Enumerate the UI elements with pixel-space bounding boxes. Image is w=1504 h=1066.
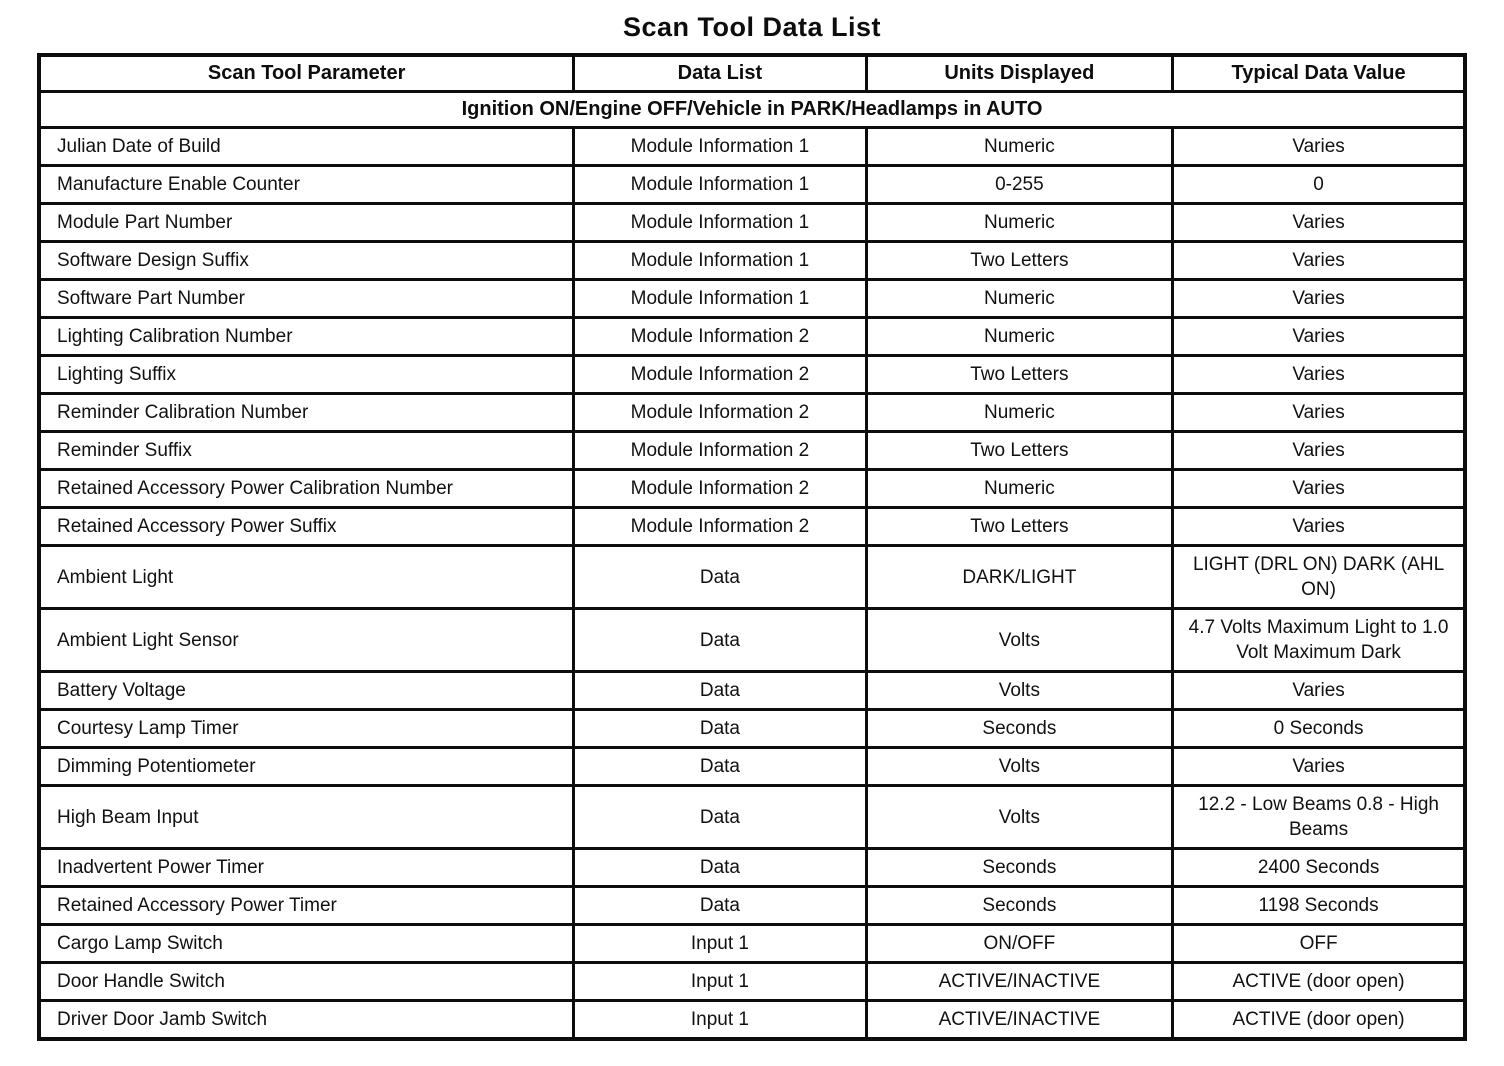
cell-data-list: Data bbox=[574, 672, 866, 710]
cell-parameter: Retained Accessory Power Calibration Number bbox=[39, 470, 574, 508]
cell-parameter: Dimming Potentiometer bbox=[39, 748, 574, 786]
cell-typical-data-value: 4.7 Volts Maximum Light to 1.0 Volt Maximum Dark bbox=[1173, 609, 1465, 672]
cell-data-list: Module Information 1 bbox=[574, 280, 866, 318]
cell-parameter: Ambient Light bbox=[39, 546, 574, 609]
cell-data-list: Module Information 1 bbox=[574, 242, 866, 280]
cell-units-displayed: Volts bbox=[866, 786, 1173, 849]
cell-parameter: Reminder Suffix bbox=[39, 432, 574, 470]
cell-units-displayed: Volts bbox=[866, 609, 1173, 672]
cell-data-list: Data bbox=[574, 748, 866, 786]
cell-data-list: Module Information 1 bbox=[574, 204, 866, 242]
cell-data-list: Module Information 2 bbox=[574, 432, 866, 470]
cell-units-displayed: Seconds bbox=[866, 849, 1173, 887]
cell-data-list: Module Information 1 bbox=[574, 128, 866, 166]
table-row bbox=[39, 786, 1465, 849]
cell-typical-data-value: 2400 Seconds bbox=[1173, 849, 1465, 887]
cell-parameter: Lighting Suffix bbox=[39, 356, 574, 394]
cell-parameter: Software Design Suffix bbox=[39, 242, 574, 280]
cell-parameter: Software Part Number bbox=[39, 280, 574, 318]
cell-parameter: Module Part Number bbox=[39, 204, 574, 242]
cell-typical-data-value: Varies bbox=[1173, 394, 1465, 432]
page-title: Scan Tool Data List bbox=[622, 12, 882, 42]
table-row bbox=[39, 166, 1465, 204]
cell-typical-data-value: Varies bbox=[1173, 318, 1465, 356]
cell-units-displayed: Two Letters bbox=[866, 242, 1173, 280]
cell-typical-data-value: Varies bbox=[1173, 280, 1465, 318]
table-row bbox=[39, 394, 1465, 432]
cell-parameter: Inadvertent Power Timer bbox=[39, 849, 574, 887]
table-row bbox=[39, 242, 1465, 280]
table-row bbox=[39, 963, 1465, 1001]
cell-units-displayed: ACTIVE/INACTIVE bbox=[866, 1001, 1173, 1040]
cell-typical-data-value: 0 Seconds bbox=[1173, 710, 1465, 748]
cell-units-displayed: Volts bbox=[866, 748, 1173, 786]
cell-units-displayed: Numeric bbox=[866, 470, 1173, 508]
cell-data-list: Module Information 1 bbox=[574, 166, 866, 204]
cell-typical-data-value: Varies bbox=[1173, 432, 1465, 470]
cell-data-list: Input 1 bbox=[574, 1001, 866, 1040]
cell-typical-data-value: Varies bbox=[1173, 470, 1465, 508]
cell-typical-data-value: Varies bbox=[1173, 508, 1465, 546]
table-row bbox=[39, 470, 1465, 508]
cell-data-list: Data bbox=[574, 546, 866, 609]
cell-typical-data-value: LIGHT (DRL ON) DARK (AHL ON) bbox=[1173, 546, 1465, 609]
cell-units-displayed: Numeric bbox=[866, 280, 1173, 318]
cell-parameter: Reminder Calibration Number bbox=[39, 394, 574, 432]
cell-units-displayed: Volts bbox=[866, 672, 1173, 710]
table-row bbox=[39, 280, 1465, 318]
cell-parameter: Manufacture Enable Counter bbox=[39, 166, 574, 204]
cell-parameter: Lighting Calibration Number bbox=[39, 318, 574, 356]
table-row bbox=[39, 849, 1465, 887]
cell-data-list: Module Information 2 bbox=[574, 508, 866, 546]
cell-data-list: Data bbox=[574, 710, 866, 748]
cell-typical-data-value: ACTIVE (door open) bbox=[1173, 1001, 1465, 1040]
table-body bbox=[39, 128, 1465, 1040]
cell-units-displayed: Numeric bbox=[866, 394, 1173, 432]
cell-typical-data-value: Varies bbox=[1173, 204, 1465, 242]
cell-typical-data-value: OFF bbox=[1173, 925, 1465, 963]
cell-parameter: High Beam Input bbox=[39, 786, 574, 849]
table-row bbox=[39, 508, 1465, 546]
cell-units-displayed: Two Letters bbox=[866, 356, 1173, 394]
cell-data-list: Data bbox=[574, 849, 866, 887]
cell-data-list: Data bbox=[574, 887, 866, 925]
cell-parameter: Driver Door Jamb Switch bbox=[39, 1001, 574, 1040]
cell-parameter: Cargo Lamp Switch bbox=[39, 925, 574, 963]
cell-typical-data-value: Varies bbox=[1173, 748, 1465, 786]
column-header-units: Units Displayed bbox=[866, 55, 1173, 92]
cell-typical-data-value: 12.2 - Low Beams 0.8 - High Beams bbox=[1173, 786, 1465, 849]
table-row bbox=[39, 925, 1465, 963]
table-row bbox=[39, 356, 1465, 394]
table-row bbox=[39, 432, 1465, 470]
column-header-data-list: Data List bbox=[574, 55, 866, 92]
cell-data-list: Module Information 2 bbox=[574, 394, 866, 432]
table-row bbox=[39, 128, 1465, 166]
scan-tool-data-table bbox=[37, 53, 1467, 1041]
cell-data-list: Input 1 bbox=[574, 963, 866, 1001]
cell-data-list: Module Information 2 bbox=[574, 318, 866, 356]
column-header-parameter: Scan Tool Parameter bbox=[39, 55, 574, 92]
cell-parameter: Door Handle Switch bbox=[39, 963, 574, 1001]
cell-typical-data-value: 1198 Seconds bbox=[1173, 887, 1465, 925]
cell-parameter: Retained Accessory Power Suffix bbox=[39, 508, 574, 546]
cell-units-displayed: Two Letters bbox=[866, 432, 1173, 470]
cell-units-displayed: ON/OFF bbox=[866, 925, 1173, 963]
cell-parameter: Julian Date of Build bbox=[39, 128, 574, 166]
cell-typical-data-value: Varies bbox=[1173, 672, 1465, 710]
cell-typical-data-value: ACTIVE (door open) bbox=[1173, 963, 1465, 1001]
cell-units-displayed: Numeric bbox=[866, 128, 1173, 166]
table-row bbox=[39, 546, 1465, 609]
cell-units-displayed: Two Letters bbox=[866, 508, 1173, 546]
cell-units-displayed: Numeric bbox=[866, 204, 1173, 242]
cell-parameter: Battery Voltage bbox=[39, 672, 574, 710]
cell-parameter: Courtesy Lamp Timer bbox=[39, 710, 574, 748]
cell-typical-data-value: Varies bbox=[1173, 356, 1465, 394]
cell-parameter: Retained Accessory Power Timer bbox=[39, 887, 574, 925]
table-row bbox=[39, 318, 1465, 356]
cell-typical-data-value: 0 bbox=[1173, 166, 1465, 204]
cell-units-displayed: Numeric bbox=[866, 318, 1173, 356]
cell-units-displayed: ACTIVE/INACTIVE bbox=[866, 963, 1173, 1001]
section-header-label: Ignition ON/Engine OFF/Vehicle in PARK/Headlamps in AUTO bbox=[39, 92, 1465, 128]
cell-data-list: Module Information 2 bbox=[574, 356, 866, 394]
cell-units-displayed: DARK/LIGHT bbox=[866, 546, 1173, 609]
column-header-typical-value: Typical Data Value bbox=[1173, 55, 1465, 92]
cell-units-displayed: Seconds bbox=[866, 887, 1173, 925]
cell-data-list: Data bbox=[574, 609, 866, 672]
cell-data-list: Module Information 2 bbox=[574, 470, 866, 508]
cell-parameter: Ambient Light Sensor bbox=[39, 609, 574, 672]
cell-typical-data-value: Varies bbox=[1173, 242, 1465, 280]
cell-data-list: Data bbox=[574, 786, 866, 849]
table-row bbox=[39, 204, 1465, 242]
table-row bbox=[39, 710, 1465, 748]
table-header-row bbox=[39, 55, 1465, 92]
section-header-row bbox=[39, 92, 1465, 128]
cell-data-list: Input 1 bbox=[574, 925, 866, 963]
table-row bbox=[39, 672, 1465, 710]
cell-typical-data-value: Varies bbox=[1173, 128, 1465, 166]
cell-units-displayed: 0-255 bbox=[866, 166, 1173, 204]
table-row bbox=[39, 887, 1465, 925]
table-row bbox=[39, 1001, 1465, 1040]
table-row bbox=[39, 609, 1465, 672]
cell-units-displayed: Seconds bbox=[866, 710, 1173, 748]
table-row bbox=[39, 748, 1465, 786]
